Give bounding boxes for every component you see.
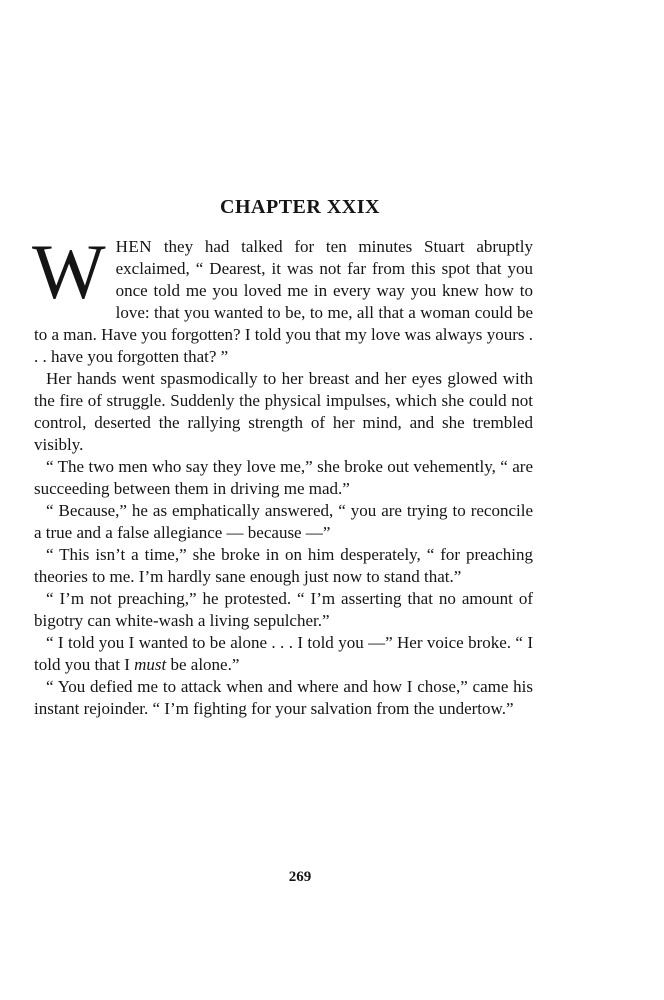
paragraph-5: “ This isn’t a time,” she broke in on him desperately, “ for preaching theories to me. I’m hardly sane enough just now to stand that.”: [34, 545, 533, 586]
drop-cap: W: [32, 228, 106, 315]
paragraph-2: Her hands went spasmodically to her breast and her eyes glowed with the fire of struggle. Suddenly the physical impulses, which she could not control, deserted the rallying strength of her mind, and she trembled visibly.: [34, 369, 533, 454]
emphasis-must: must: [134, 655, 167, 674]
paragraph-7-before: “ I told you I wanted to be alone . . . I told you —” Her voice broke. “ I told you that I: [34, 633, 533, 674]
chapter-title: CHAPTER XXIX: [220, 196, 380, 218]
paragraph-3: “ The two men who say they love me,” she broke out vehemently, “ are succeeding between them in driving me mad.”: [34, 457, 533, 498]
paragraph-4: “ Because,” he as emphatically answered, “ you are trying to reconcile a true and a false allegiance — because —”: [34, 501, 533, 542]
page-number: 269: [288, 869, 312, 885]
paragraph-6: “ I’m not preaching,” he protested. “ I’m asserting that no amount of bigotry can white-wash a living sepulcher.”: [34, 589, 533, 630]
body-text: [32, 228, 533, 720]
paragraph-1: [32, 228, 533, 368]
paragraph-8: “ You defied me to attack when and where and how I chose,” came his instant rejoinder. “ I’m fighting for your salvation from the undertow.”: [34, 677, 533, 718]
paragraph-7-after: be alone.”: [166, 655, 240, 674]
paragraph-1-text: they had talked for ten minutes Stuart abruptly exclaimed, “ Dearest, it was not far from this spot that you once told me you loved me in every way you knew how to love: that you wanted to be, to me, all that a woman could be to a man. Have you forgotten? I told you that my love was always yours . . . have you forgotten that? ”: [34, 237, 533, 366]
paragraph-7: [34, 632, 533, 676]
lead-word: HEN: [115, 237, 153, 256]
